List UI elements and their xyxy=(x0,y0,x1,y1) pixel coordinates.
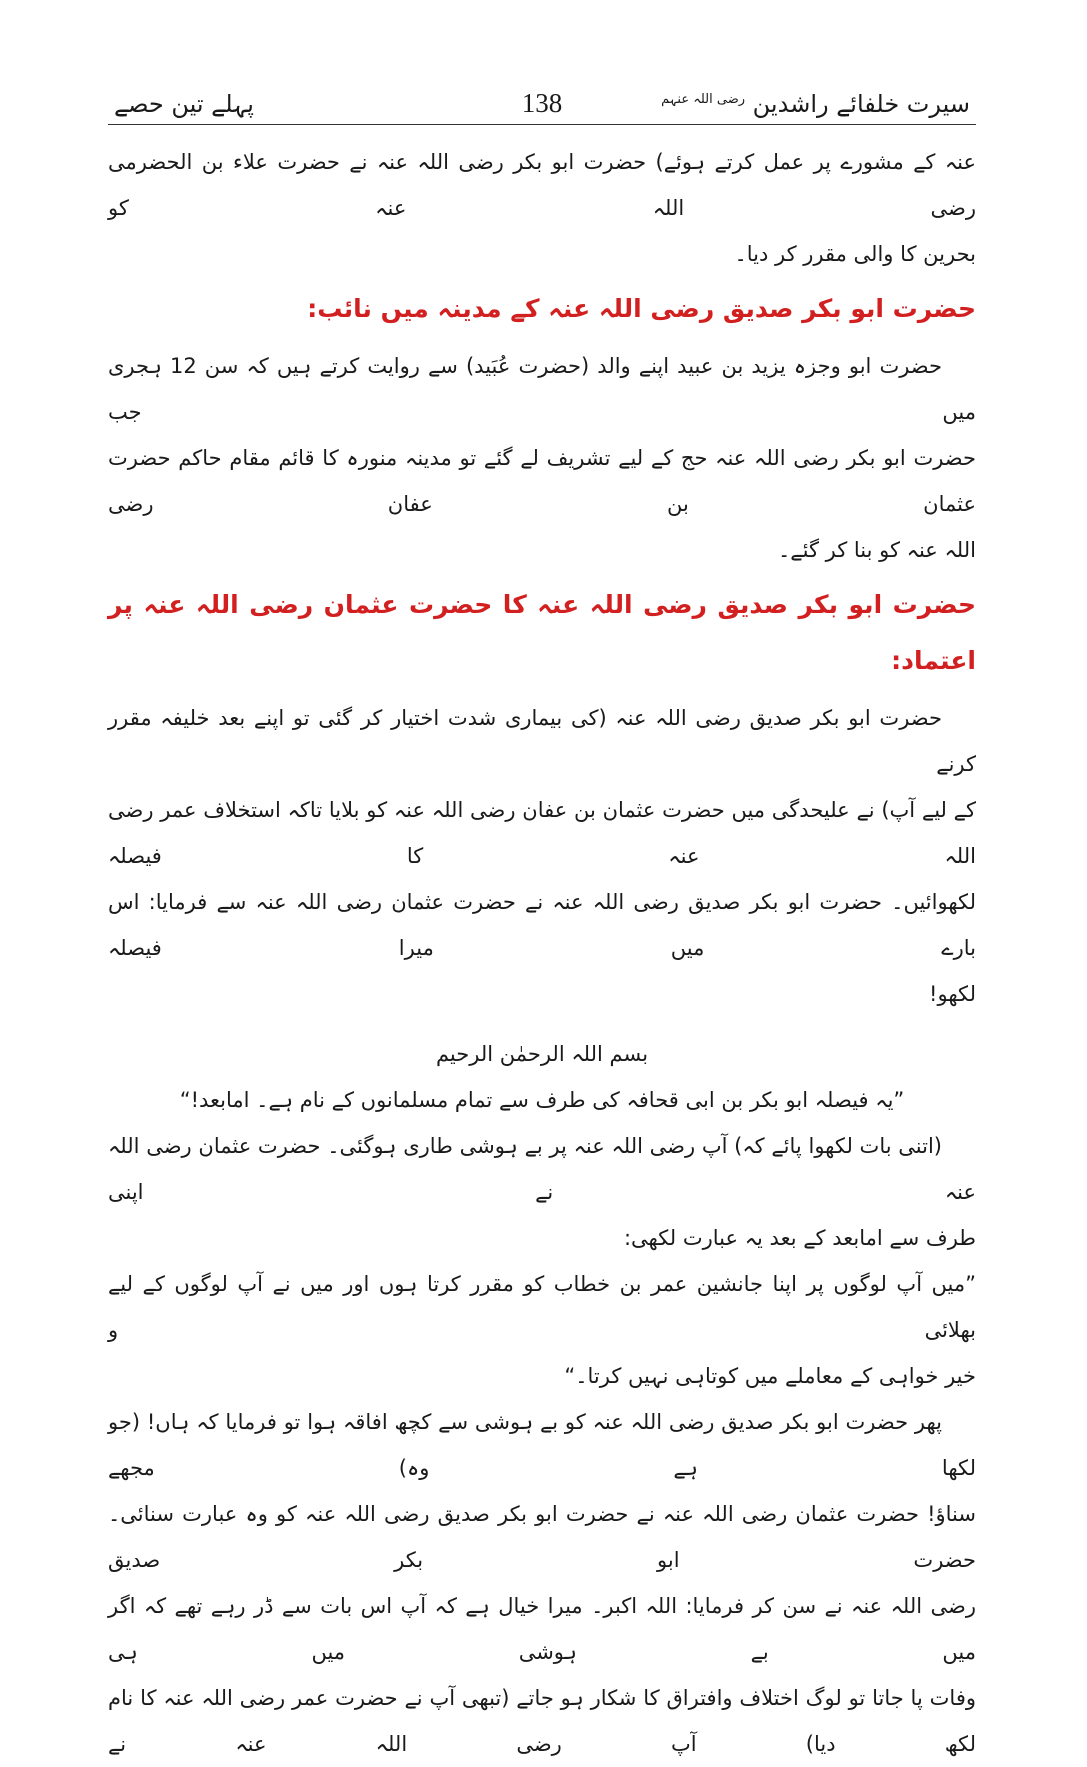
book-page xyxy=(108,82,976,1756)
text-line: سناؤ! حضرت عثمان رضی اللہ عنہ نے حضرت ابو بکر صدیق رضی اللہ عنہ کو وہ عبارت سنائی۔ حضرت ابو بکر صدیق xyxy=(108,1502,976,1572)
page-number: 138 xyxy=(521,88,563,118)
text-line: اللہ عنہ کو بنا کر گئے۔ xyxy=(778,538,976,562)
text-line: وفات پا جاتا تو لوگ اختلاف وافتراق کا شکار ہو جاتے (تبھی آپ نے حضرت عمر رضی اللہ عنہ کا نام لکھ دیا) آپ رضی اللہ عنہ نے xyxy=(108,1686,976,1756)
section-heading-deputy: حضرت ابو بکر صدیق رضی اللہ عنہ کے مدینہ میں نائب: xyxy=(307,294,976,323)
text-line: رضی اللہ عنہ نے سن کر فرمایا: اللہ اکبر۔ میرا خیال ہے کہ آپ اس بات سے ڈر رہے تھے کہ اگر میں بے ہوشی میں ہی xyxy=(108,1594,976,1664)
section-heading-trust: حضرت ابو بکر صدیق رضی اللہ عنہ کا حضرت عثمان رضی اللہ عنہ پر اعتماد: xyxy=(108,590,976,675)
quote-line: ”میں آپ لوگوں پر اپنا جانشین عمر بن خطاب کو مقرر کرتا ہوں اور میں نے آپ لوگوں کے لیے بھلائی و xyxy=(108,1272,976,1342)
text-line: پھر حضرت ابو بکر صدیق رضی اللہ عنہ کو بے ہوشی سے کچھ افاقہ ہوا تو فرمایا کہ ہاں! (جو لکھا ہے وہ) مجھے xyxy=(108,1410,976,1480)
text-line: (اتنی بات لکھوا پائے کہ) آپ رضی اللہ عنہ پر بے ہوشی طاری ہوگئی۔ حضرت عثمان رضی اللہ عنہ نے اپنی xyxy=(108,1134,976,1204)
quote-line: ”یہ فیصلہ ابو بکر بن ابی قحافہ کی طرف سے تمام مسلمانوں کے نام ہے۔ امابعد!“ xyxy=(179,1088,905,1112)
book-title-text: سیرت خلفائے راشدین xyxy=(752,90,970,118)
text-line: حضرت ابو بکر صدیق رضی اللہ عنہ (کی بیماری شدت اختیار کر گئی تو اپنے بعد خلیفہ مقرر کرنے xyxy=(108,706,976,776)
text-line: طرف سے امابعد کے بعد یہ عبارت لکھی: xyxy=(623,1226,976,1250)
text-line: حضرت ابو بکر رضی اللہ عنہ حج کے لیے تشریف لے گئے تو مدینہ منورہ کا قائم مقام حاکم حضرت عثمان بن عفان رضی xyxy=(108,446,976,516)
part-label: پہلے تین حصے xyxy=(114,90,254,118)
text-line: حضرت ابو وجزہ یزید بن عبید اپنے والد (حضرت عُبَید) سے روایت کرتے ہیں کہ سن 12 ہجری میں جب xyxy=(108,354,976,424)
text-line: عنہ کے مشورے پر عمل کرتے ہوئے) حضرت ابو بکر رضی اللہ عنہ نے حضرت علاء بن الحضرمی رضی اللہ عنہ کو xyxy=(108,150,976,220)
text-line: لکھو! xyxy=(929,982,976,1006)
page-header xyxy=(108,82,976,125)
text-line: کے لیے آپ) نے علیحدگی میں حضرت عثمان بن عفان رضی اللہ عنہ کو بلایا تاکہ استخلاف عمر رضی اللہ عنہ کا فیصلہ xyxy=(108,798,976,868)
title-honorific: رضی اللہ عنہم xyxy=(661,92,746,107)
quote-line: خیر خواہی کے معاملے میں کوتاہی نہیں کرتا۔“ xyxy=(564,1364,976,1388)
bismillah: بسم اللہ الرحمٰن الرحیم xyxy=(435,1042,649,1066)
text-line: لکھوائیں۔ حضرت ابو بکر صدیق رضی اللہ عنہ نے حضرت عثمان رضی اللہ عنہ سے فرمایا: اس بارے میں میرا فیصلہ xyxy=(108,890,976,960)
text-line: بحرین کا والی مقرر کر دیا۔ xyxy=(734,242,976,266)
